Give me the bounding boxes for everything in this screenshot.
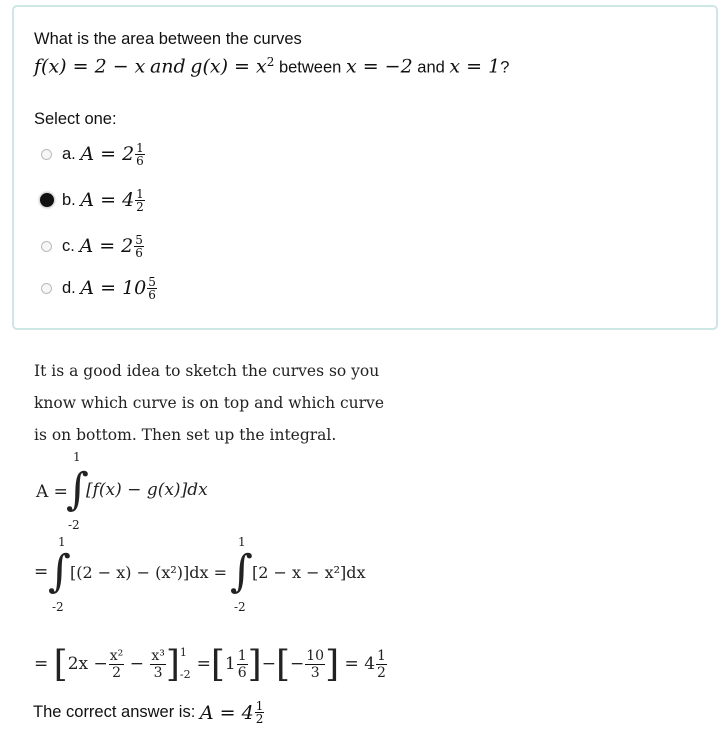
integral-sign-2: ∫ — [48, 546, 71, 597]
option-d[interactable] — [41, 273, 157, 303]
eq3-neg: − — [290, 654, 305, 674]
eq3-bracket-a: 2x − — [67, 654, 108, 674]
bracket-close: ] — [165, 643, 180, 685]
f-definition: f(x) = 2 − x — [34, 55, 146, 78]
bracket-close-2: ] — [247, 643, 262, 685]
integral-sign-3: ∫ — [230, 546, 253, 597]
eq1-upper: 1 — [73, 450, 81, 464]
option-b-radio[interactable] — [40, 193, 54, 207]
bound-upper: x = 1 — [449, 55, 501, 78]
answer-fraction: $\frac{1}{2}$ — [255, 699, 264, 726]
question-box — [12, 5, 718, 330]
eq3-frac-3: $\frac{1}{6}$ — [237, 647, 247, 681]
answer-value: A = 4 — [199, 701, 254, 724]
eq3-whole: 1 — [224, 654, 236, 674]
between-word: between — [278, 58, 342, 77]
eq2-upper-2: 1 — [238, 535, 246, 549]
select-one-label: Select one: — [34, 110, 117, 128]
eq2-lower-2: -2 — [234, 600, 246, 614]
option-d-value: A = 10 — [80, 277, 147, 299]
and-word-1: and — [149, 55, 186, 78]
eq2-equals: = — [34, 562, 49, 582]
option-a-fraction: $\frac{1}{6}$ — [136, 140, 144, 168]
bracket-open-2: [ — [210, 643, 225, 685]
option-a-value: A = 2 — [80, 143, 135, 165]
eq1-integrand: [f(x) − g(x)]dx — [86, 480, 208, 500]
option-c-radio[interactable] — [41, 241, 52, 252]
integral-sign-1: ∫ — [66, 464, 89, 515]
option-d-fraction: $\frac{5}{6}$ — [148, 274, 156, 302]
eq3-frac-2: $\frac{\text{x³}}{3}$ — [151, 647, 165, 681]
option-d-radio[interactable] — [41, 283, 52, 294]
solution-line-1: It is a good idea to sketch the curves so you — [34, 362, 380, 380]
option-a-letter: a. — [62, 144, 76, 163]
and-word-2: and — [417, 58, 445, 77]
eq3-frac-4: $\frac{10}{3}$ — [306, 647, 325, 681]
option-c-fraction: $\frac{5}{6}$ — [135, 232, 143, 260]
eq3-limits: 1 -2 — [179, 646, 191, 681]
option-b-fraction: $\frac{1}{2}$ — [136, 186, 144, 214]
bound-lower: x = −2 — [345, 55, 413, 78]
eq2-upper: 1 — [58, 535, 66, 549]
option-c-letter: c. — [62, 236, 75, 255]
eq2-lower: -2 — [52, 600, 64, 614]
eq3-minus-2: − — [261, 654, 276, 674]
option-d-letter: d. — [62, 278, 76, 297]
option-a[interactable] — [41, 139, 145, 169]
eq3 — [34, 642, 387, 686]
eq3-end: = 4 — [344, 654, 376, 674]
g-exponent: 2 — [266, 55, 275, 69]
bracket-open: [ — [53, 643, 68, 685]
option-c[interactable] — [41, 231, 144, 261]
eq1-lhs: A = — [36, 482, 68, 502]
solution-line-3: is on bottom. Then set up the integral. — [34, 426, 337, 444]
eq3-minus: − — [129, 654, 144, 674]
option-c-value: A = 2 — [79, 235, 134, 257]
eq1-lower: -2 — [68, 518, 80, 532]
g-definition: g(x) = x — [190, 55, 267, 78]
eq3-frac-1: $\frac{\text{x²}}{2}$ — [109, 647, 124, 681]
question-mark: ? — [500, 58, 510, 77]
solution-line-2: know which curve is on top and which curve — [34, 394, 384, 412]
option-a-radio[interactable] — [41, 149, 52, 160]
correct-answer — [33, 700, 264, 725]
option-b-letter: b. — [62, 190, 76, 209]
eq3-equals: = — [34, 654, 49, 674]
bracket-close-3: ] — [325, 643, 340, 685]
bracket-open-3: [ — [275, 643, 291, 685]
answer-label: The correct answer is: — [33, 703, 196, 721]
eq3-frac-5: $\frac{1}{2}$ — [377, 647, 386, 681]
option-b-value: A = 4 — [80, 189, 135, 211]
option-b[interactable] — [41, 185, 145, 215]
eq2-integrand-a: [(2 − x) − (x²)]dx = — [70, 563, 228, 582]
eq2-integrand-b: [2 − x − x²]dx — [252, 563, 366, 582]
question-line-2 — [34, 55, 509, 78]
question-line-1: What is the area between the curves — [34, 30, 302, 48]
eq3-mid: = — [196, 654, 211, 674]
